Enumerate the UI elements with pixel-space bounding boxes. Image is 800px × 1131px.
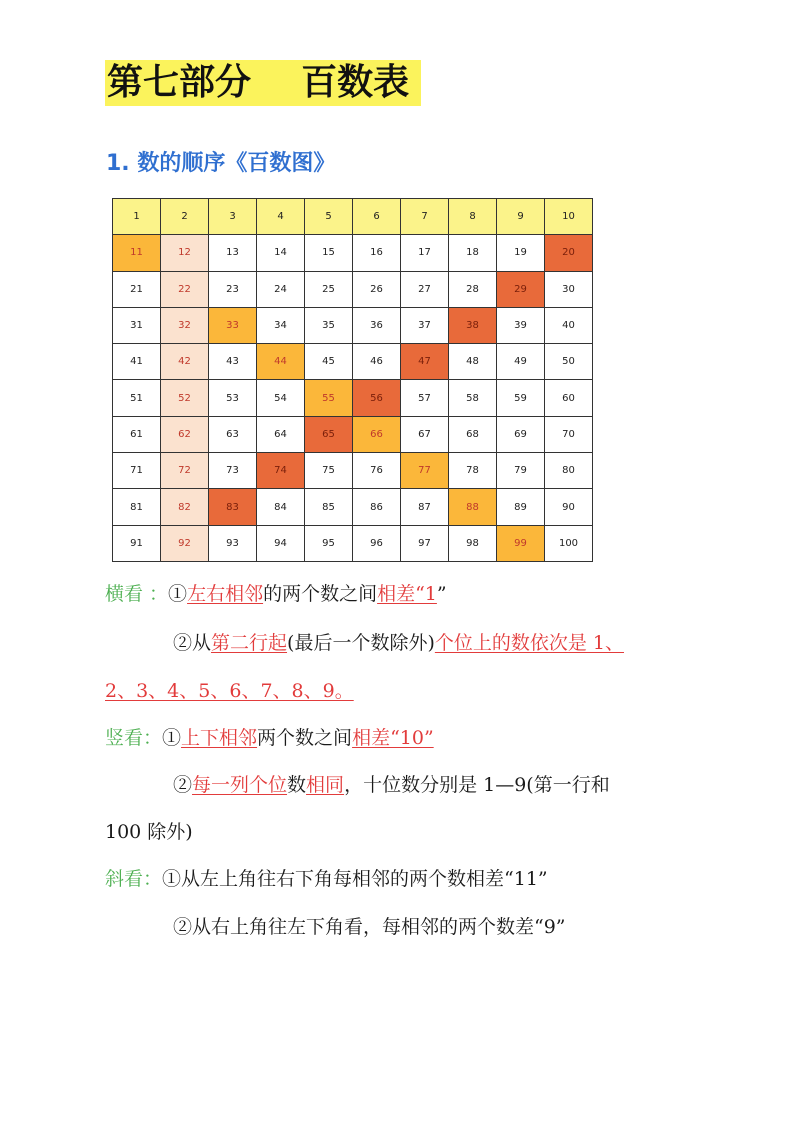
- section-subtitle: 1. 数的顺序《百数图》: [106, 151, 336, 176]
- number-cell: 24: [257, 271, 305, 307]
- number-cell: 7: [401, 199, 449, 235]
- number-cell: 70: [545, 416, 593, 452]
- number-cell: 34: [257, 307, 305, 343]
- number-cell: 15: [305, 235, 353, 271]
- number-cell: 28: [449, 271, 497, 307]
- number-cell: 91: [113, 525, 161, 561]
- diagonal-note-2: ②从右上角往左下角看，每相邻的两个数差“9”: [173, 916, 566, 938]
- number-cell: 39: [497, 307, 545, 343]
- number-cell: 66: [353, 416, 401, 452]
- number-cell: 25: [305, 271, 353, 307]
- number-cell: 17: [401, 235, 449, 271]
- number-cell: 20: [545, 235, 593, 271]
- number-cell: 74: [257, 453, 305, 489]
- number-cell: 19: [497, 235, 545, 271]
- number-cell: 78: [449, 453, 497, 489]
- number-cell: 50: [545, 344, 593, 380]
- number-cell: 83: [209, 489, 257, 525]
- number-cell: 65: [305, 416, 353, 452]
- number-cell: 81: [113, 489, 161, 525]
- hundred-chart-table: [112, 198, 593, 562]
- table-row: [113, 416, 593, 452]
- number-cell: 84: [257, 489, 305, 525]
- number-cell: 46: [353, 344, 401, 380]
- number-cell: 48: [449, 344, 497, 380]
- key-phrase: 2、3、4、5、6、7、8、9。: [105, 680, 354, 702]
- table-row: [113, 489, 593, 525]
- key-phrase: 相同: [306, 774, 345, 796]
- number-cell: 62: [161, 416, 209, 452]
- horizontal-note-1: 横看 ：①左右相邻的两个数之间相差“1”: [105, 583, 447, 605]
- diagonal-label: 斜看：: [105, 868, 163, 890]
- number-cell: 94: [257, 525, 305, 561]
- number-cell: 77: [401, 453, 449, 489]
- vertical-label: 竖看：: [105, 727, 163, 749]
- number-cell: 5: [305, 199, 353, 235]
- number-cell: 68: [449, 416, 497, 452]
- key-phrase: 相差“10”: [352, 727, 434, 749]
- number-cell: 44: [257, 344, 305, 380]
- table-row: [113, 271, 593, 307]
- number-cell: 61: [113, 416, 161, 452]
- number-cell: 53: [209, 380, 257, 416]
- diagonal-note-1: 斜看：①从左上角往右下角每相邻的两个数相差“11”: [105, 868, 548, 890]
- key-phrase: 上下相邻: [181, 727, 258, 749]
- number-cell: 37: [401, 307, 449, 343]
- number-cell: 51: [113, 380, 161, 416]
- number-cell: 88: [449, 489, 497, 525]
- horizontal-note-2: ②从第二行起(最后一个数除外)个位上的数依次是 1、: [173, 632, 624, 654]
- number-cell: 49: [497, 344, 545, 380]
- number-cell: 69: [497, 416, 545, 452]
- number-cell: 12: [161, 235, 209, 271]
- number-cell: 22: [161, 271, 209, 307]
- number-cell: 56: [353, 380, 401, 416]
- number-cell: 6: [353, 199, 401, 235]
- number-cell: 89: [497, 489, 545, 525]
- number-cell: 10: [545, 199, 593, 235]
- number-cell: 8: [449, 199, 497, 235]
- number-cell: 29: [497, 271, 545, 307]
- number-cell: 75: [305, 453, 353, 489]
- number-cell: 52: [161, 380, 209, 416]
- number-cell: 85: [305, 489, 353, 525]
- number-cell: 38: [449, 307, 497, 343]
- number-cell: 99: [497, 525, 545, 561]
- table-row: [113, 199, 593, 235]
- number-cell: 26: [353, 271, 401, 307]
- number-cell: 90: [545, 489, 593, 525]
- key-phrase: 相差“1: [377, 583, 437, 605]
- number-cell: 14: [257, 235, 305, 271]
- number-cell: 42: [161, 344, 209, 380]
- table-row: [113, 235, 593, 271]
- number-cell: 21: [113, 271, 161, 307]
- number-cell: 27: [401, 271, 449, 307]
- number-cell: 13: [209, 235, 257, 271]
- number-cell: 35: [305, 307, 353, 343]
- number-cell: 63: [209, 416, 257, 452]
- number-cell: 31: [113, 307, 161, 343]
- vertical-note-1: 竖看：①上下相邻两个数之间相差“10”: [105, 727, 434, 749]
- number-cell: 57: [401, 380, 449, 416]
- number-cell: 54: [257, 380, 305, 416]
- horizontal-note-2-cont: [105, 676, 354, 703]
- table-row: [113, 307, 593, 343]
- key-phrase: 个位上的数依次是 1、: [434, 632, 624, 654]
- number-cell: 72: [161, 453, 209, 489]
- number-cell: 55: [305, 380, 353, 416]
- number-cell: 11: [113, 235, 161, 271]
- number-cell: 79: [497, 453, 545, 489]
- key-phrase: 每一列个位: [192, 774, 288, 796]
- number-cell: 82: [161, 489, 209, 525]
- number-cell: 71: [113, 453, 161, 489]
- number-cell: 87: [401, 489, 449, 525]
- number-cell: 58: [449, 380, 497, 416]
- number-cell: 60: [545, 380, 593, 416]
- number-cell: 95: [305, 525, 353, 561]
- number-cell: 36: [353, 307, 401, 343]
- number-cell: 1: [113, 199, 161, 235]
- number-cell: 80: [545, 453, 593, 489]
- number-cell: 93: [209, 525, 257, 561]
- number-cell: 76: [353, 453, 401, 489]
- number-cell: 16: [353, 235, 401, 271]
- number-cell: 73: [209, 453, 257, 489]
- vertical-note-2: ②每一列个位数相同，十位数分别是 1—9(第一行和: [173, 774, 610, 796]
- number-cell: 59: [497, 380, 545, 416]
- page-title: 第七部分 百数表: [105, 60, 421, 106]
- number-cell: 23: [209, 271, 257, 307]
- table-row: [113, 453, 593, 489]
- number-cell: 92: [161, 525, 209, 561]
- number-cell: 97: [401, 525, 449, 561]
- number-cell: 41: [113, 344, 161, 380]
- table-row: [113, 525, 593, 561]
- number-cell: 32: [161, 307, 209, 343]
- key-phrase: 第二行起: [211, 632, 288, 654]
- number-cell: 2: [161, 199, 209, 235]
- horizontal-label: 横看 ：: [105, 583, 169, 605]
- number-cell: 100: [545, 525, 593, 561]
- table-row: [113, 344, 593, 380]
- number-cell: 96: [353, 525, 401, 561]
- vertical-note-2-cont: 100 除外): [105, 821, 193, 843]
- number-cell: 40: [545, 307, 593, 343]
- number-cell: 4: [257, 199, 305, 235]
- number-cell: 43: [209, 344, 257, 380]
- number-cell: 67: [401, 416, 449, 452]
- number-cell: 30: [545, 271, 593, 307]
- number-cell: 86: [353, 489, 401, 525]
- number-cell: 33: [209, 307, 257, 343]
- number-cell: 18: [449, 235, 497, 271]
- key-phrase: 左右相邻: [187, 583, 264, 605]
- number-cell: 98: [449, 525, 497, 561]
- table-row: [113, 380, 593, 416]
- number-cell: 64: [257, 416, 305, 452]
- number-cell: 3: [209, 199, 257, 235]
- number-cell: 47: [401, 344, 449, 380]
- number-cell: 45: [305, 344, 353, 380]
- number-cell: 9: [497, 199, 545, 235]
